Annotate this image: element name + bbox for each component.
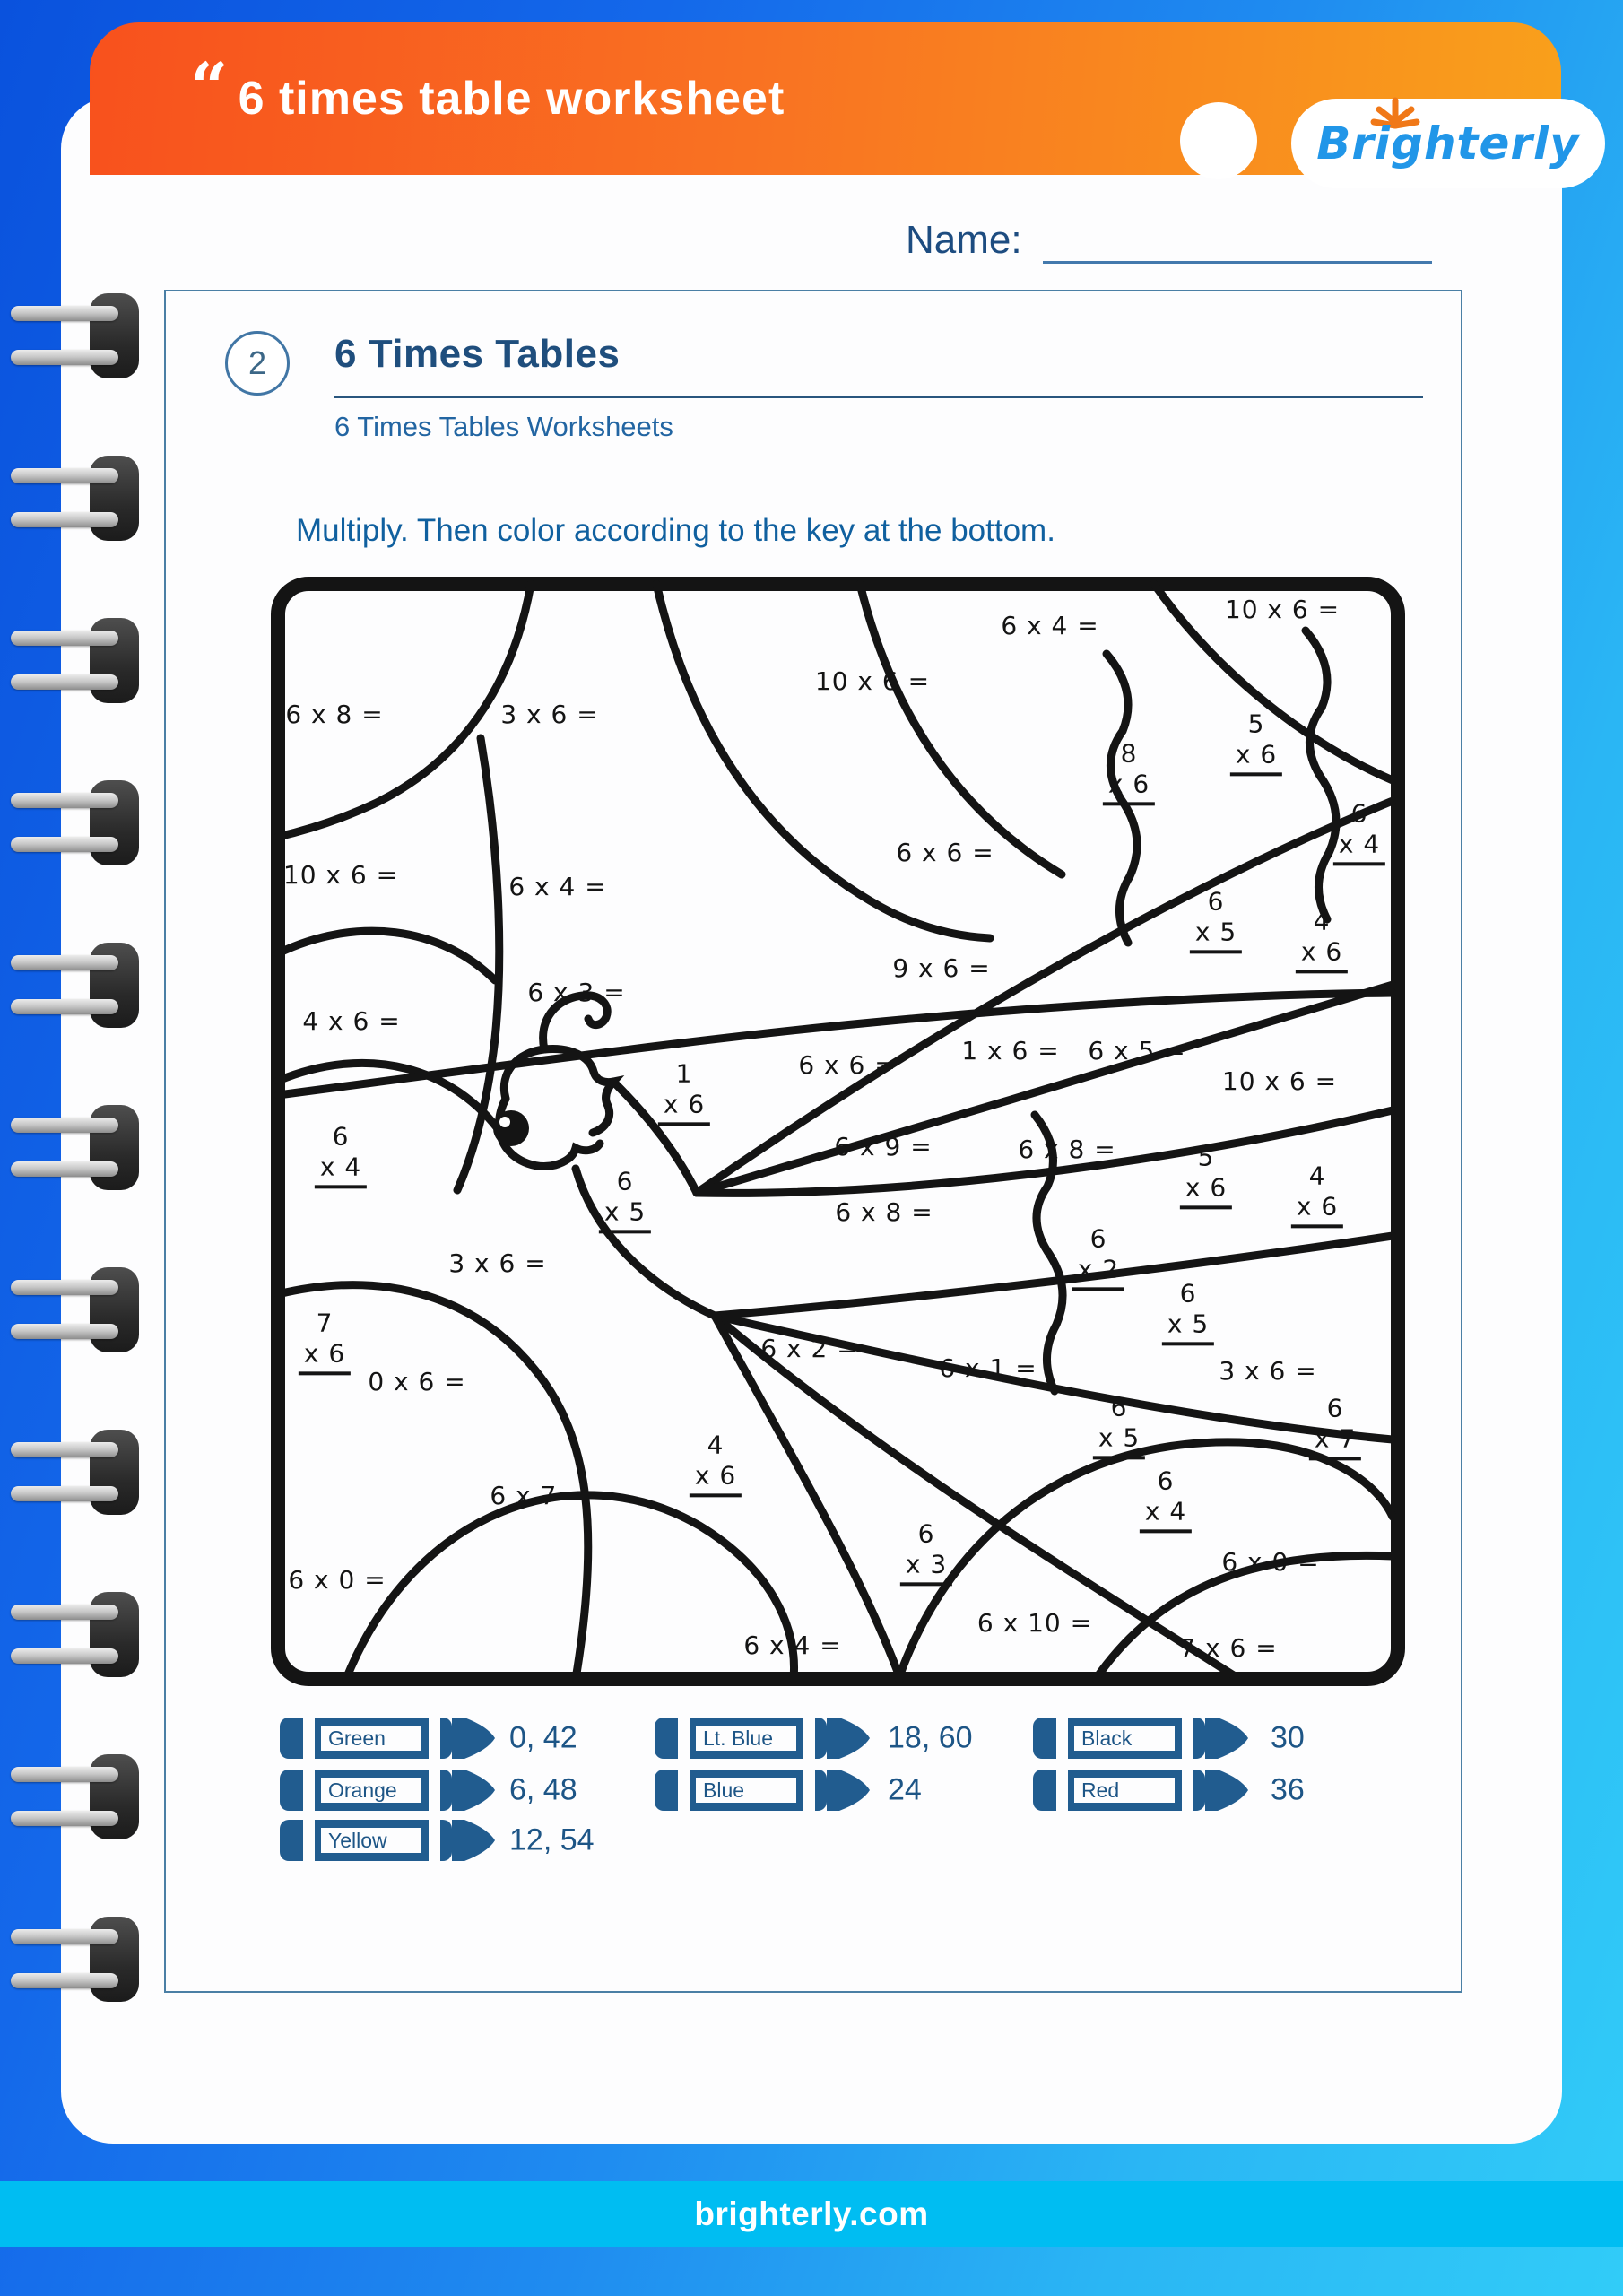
binder-wire xyxy=(11,512,118,527)
problem-stacked xyxy=(1230,709,1282,776)
header-banner xyxy=(90,22,1580,175)
problem-top-operand: 6 xyxy=(1207,886,1225,917)
brighterly-logo-text: Brighterly xyxy=(1316,117,1580,170)
key-value: 30 xyxy=(1271,1720,1305,1755)
header-circle-decoration xyxy=(1180,102,1257,179)
page-title-text: 6 times table worksheet xyxy=(238,73,785,125)
crayon-green xyxy=(278,1716,499,1761)
binder-wire xyxy=(11,955,118,970)
problem-inline: 6 x 10 = xyxy=(976,1607,1093,1638)
problem-bottom-operand: x 3 xyxy=(900,1550,952,1587)
binder-wire xyxy=(11,468,118,483)
footer-site-link[interactable]: brighterly.com xyxy=(694,2195,929,2232)
binder-wire xyxy=(11,1767,118,1782)
binder-wire xyxy=(11,1929,118,1944)
problem-bottom-operand: x 5 xyxy=(599,1197,651,1234)
problem-top-operand: 4 xyxy=(707,1430,725,1460)
problem-top-operand: 6 xyxy=(1350,798,1368,829)
problem-stacked xyxy=(599,1166,651,1233)
problem-bottom-operand: x 6 xyxy=(658,1090,710,1126)
key-value: 18, 60 xyxy=(888,1720,973,1755)
binder-wire xyxy=(11,999,118,1014)
section-number: 2 xyxy=(247,344,267,381)
problem-stacked xyxy=(1309,1393,1361,1460)
problem-inline: 3 x 6 = xyxy=(500,699,599,729)
binder-wire xyxy=(11,1605,118,1620)
problem-bottom-operand: x 5 xyxy=(1093,1423,1145,1460)
name-fill-line[interactable] xyxy=(1043,261,1432,264)
problem-inline: 6 x 4 = xyxy=(743,1630,842,1660)
problem-top-operand: 6 xyxy=(1326,1393,1344,1423)
problem-bottom-operand: x 6 xyxy=(1103,770,1155,806)
key-value: 6, 48 xyxy=(509,1772,577,1807)
problem-bottom-operand: x 6 xyxy=(299,1339,351,1376)
section-title: 6 Times Tables xyxy=(334,332,621,376)
problem-top-operand: 7 xyxy=(316,1308,334,1338)
problem-bottom-operand: x 6 xyxy=(1296,937,1348,974)
binder-wire xyxy=(11,793,118,808)
problem-inline: 9 x 6 = xyxy=(892,952,991,983)
key-value: 24 xyxy=(888,1772,922,1807)
crayon-label: Red xyxy=(1081,1778,1120,1802)
problem-stacked xyxy=(1140,1465,1192,1533)
problem-bottom-operand: x 6 xyxy=(690,1461,742,1498)
problem-inline: 7 x 6 = xyxy=(1179,1632,1278,1663)
binder-wire xyxy=(11,1324,118,1339)
crayon-black xyxy=(1031,1716,1252,1761)
problem-bottom-operand: x 6 xyxy=(1180,1173,1232,1210)
problem-inline: 6 x 6 = xyxy=(896,837,994,867)
problem-top-operand: 6 xyxy=(332,1121,350,1152)
problem-top-operand: 6 xyxy=(1089,1223,1107,1254)
problem-top-operand: 6 xyxy=(1157,1465,1175,1496)
problem-bottom-operand: x 7 xyxy=(1309,1424,1361,1461)
problem-bottom-operand: x 4 xyxy=(315,1152,367,1189)
problem-inline: 6 x 0 = xyxy=(288,1564,386,1595)
problem-bottom-operand: x 4 xyxy=(1333,830,1385,866)
problem-top-operand: 6 xyxy=(917,1518,935,1549)
problem-stacked xyxy=(1072,1223,1124,1291)
binder-wire xyxy=(11,306,118,321)
name-label: Name: xyxy=(906,218,1022,262)
problem-inline: 10 x 6 = xyxy=(1224,594,1341,624)
problem-inline: 3 x 6 = xyxy=(1219,1355,1317,1386)
quote-icon: “ xyxy=(190,49,230,126)
problem-stacked xyxy=(1333,798,1385,865)
problem-stacked xyxy=(1093,1392,1145,1459)
crayon-yellow xyxy=(278,1818,499,1863)
problem-top-operand: 6 xyxy=(1179,1278,1197,1309)
problem-stacked xyxy=(1180,1142,1232,1209)
problem-stacked xyxy=(1162,1278,1214,1345)
binder-wire xyxy=(11,1280,118,1295)
problem-inline: 0 x 6 = xyxy=(368,1366,466,1396)
section-subtitle: 6 Times Tables Worksheets xyxy=(334,411,673,442)
problem-stacked xyxy=(690,1430,742,1497)
problem-inline: 10 x 6 = xyxy=(1221,1065,1338,1096)
binder-wire xyxy=(11,1811,118,1826)
problem-inline: 1 x 6 = xyxy=(961,1035,1060,1065)
binder-wire xyxy=(11,631,118,646)
problem-top-operand: 6 xyxy=(1110,1392,1128,1422)
problem-inline: 6 x 5 = xyxy=(1088,1035,1186,1065)
problem-inline: 6 x 7 = xyxy=(490,1480,588,1510)
key-value: 36 xyxy=(1271,1772,1305,1807)
page-title xyxy=(190,22,785,175)
problem-inline: 4 x 6 = xyxy=(302,1005,401,1036)
problem-stacked xyxy=(315,1121,367,1188)
crayon-blue xyxy=(653,1768,873,1813)
crayon-icon xyxy=(1031,1716,1252,1761)
problem-top-operand: 6 xyxy=(616,1166,634,1196)
problem-bottom-operand: x 6 xyxy=(1291,1192,1343,1229)
crayon-label: Orange xyxy=(328,1778,397,1802)
crayon-icon xyxy=(1031,1768,1252,1813)
section-divider xyxy=(334,396,1423,398)
butterfly-eye-icon xyxy=(493,1110,529,1146)
crayon-lt-blue xyxy=(653,1716,873,1761)
problem-bottom-operand: x 6 xyxy=(1230,740,1282,777)
section-number-badge xyxy=(225,331,290,396)
footer-band xyxy=(0,2181,1623,2247)
problem-inline: 10 x 6 = xyxy=(282,859,399,890)
problem-stacked xyxy=(1103,738,1155,805)
problem-inline: 6 x 8 = xyxy=(285,699,384,729)
problem-stacked xyxy=(1190,886,1242,953)
problem-bottom-operand: x 2 xyxy=(1072,1255,1124,1292)
problem-top-operand: 4 xyxy=(1313,906,1331,936)
crayon-label: Lt. Blue xyxy=(703,1726,773,1750)
problem-inline: 6 x 8 = xyxy=(1018,1134,1116,1164)
crayon-icon xyxy=(278,1818,499,1863)
problem-stacked xyxy=(299,1308,351,1375)
binder-wire xyxy=(11,1486,118,1501)
problem-inline: 6 x 4 = xyxy=(1001,610,1099,640)
problem-inline: 6 x 0 = xyxy=(1221,1546,1320,1577)
problem-top-operand: 5 xyxy=(1197,1142,1215,1172)
problem-inline: 6 x 2 = xyxy=(760,1333,859,1363)
problem-top-operand: 5 xyxy=(1247,709,1265,739)
problem-inline: 10 x 6 = xyxy=(814,665,931,696)
problem-stacked xyxy=(1291,1161,1343,1228)
binder-wire xyxy=(11,1648,118,1664)
binder-wire xyxy=(11,350,118,365)
problem-bottom-operand: x 5 xyxy=(1190,918,1242,954)
crayon-icon xyxy=(653,1768,873,1813)
crayon-label: Blue xyxy=(703,1778,745,1802)
problem-stacked xyxy=(900,1518,952,1586)
key-value: 0, 42 xyxy=(509,1720,577,1755)
crayon-label: Green xyxy=(328,1726,386,1750)
crayon-orange xyxy=(278,1768,499,1813)
instruction-text: Multiply. Then color according to the key at the bottom. xyxy=(296,513,1055,548)
problem-inline: 3 x 6 = xyxy=(448,1248,547,1278)
problem-inline: 6 x 6 = xyxy=(798,1049,897,1080)
key-value: 12, 54 xyxy=(509,1822,595,1857)
crayon-label: Yellow xyxy=(328,1828,387,1852)
binder-wire xyxy=(11,1973,118,1988)
problem-inline: 6 x 1 = xyxy=(939,1352,1037,1383)
coloring-puzzle[interactable] xyxy=(271,577,1405,1686)
problem-stacked xyxy=(1296,906,1348,973)
crayon-label: Black xyxy=(1081,1726,1133,1750)
binder-wire xyxy=(11,674,118,690)
binder-wire xyxy=(11,837,118,852)
problem-top-operand: 1 xyxy=(675,1058,693,1089)
problem-bottom-operand: x 4 xyxy=(1140,1497,1192,1534)
problem-inline: 6 x 3 = xyxy=(527,977,626,1007)
problem-inline: 6 x 9 = xyxy=(834,1131,933,1161)
problem-stacked xyxy=(658,1058,710,1126)
problem-top-operand: 4 xyxy=(1308,1161,1326,1191)
problem-inline: 6 x 4 = xyxy=(508,871,607,901)
crayon-icon xyxy=(278,1716,499,1761)
problem-top-operand: 8 xyxy=(1120,738,1138,769)
problem-inline: 6 x 8 = xyxy=(835,1196,933,1227)
problem-bottom-operand: x 5 xyxy=(1162,1309,1214,1346)
crayon-red xyxy=(1031,1768,1252,1813)
binder-wire xyxy=(11,1442,118,1457)
binder-wire xyxy=(11,1118,118,1133)
brighterly-logo[interactable] xyxy=(1291,99,1605,188)
binder-wire xyxy=(11,1161,118,1177)
